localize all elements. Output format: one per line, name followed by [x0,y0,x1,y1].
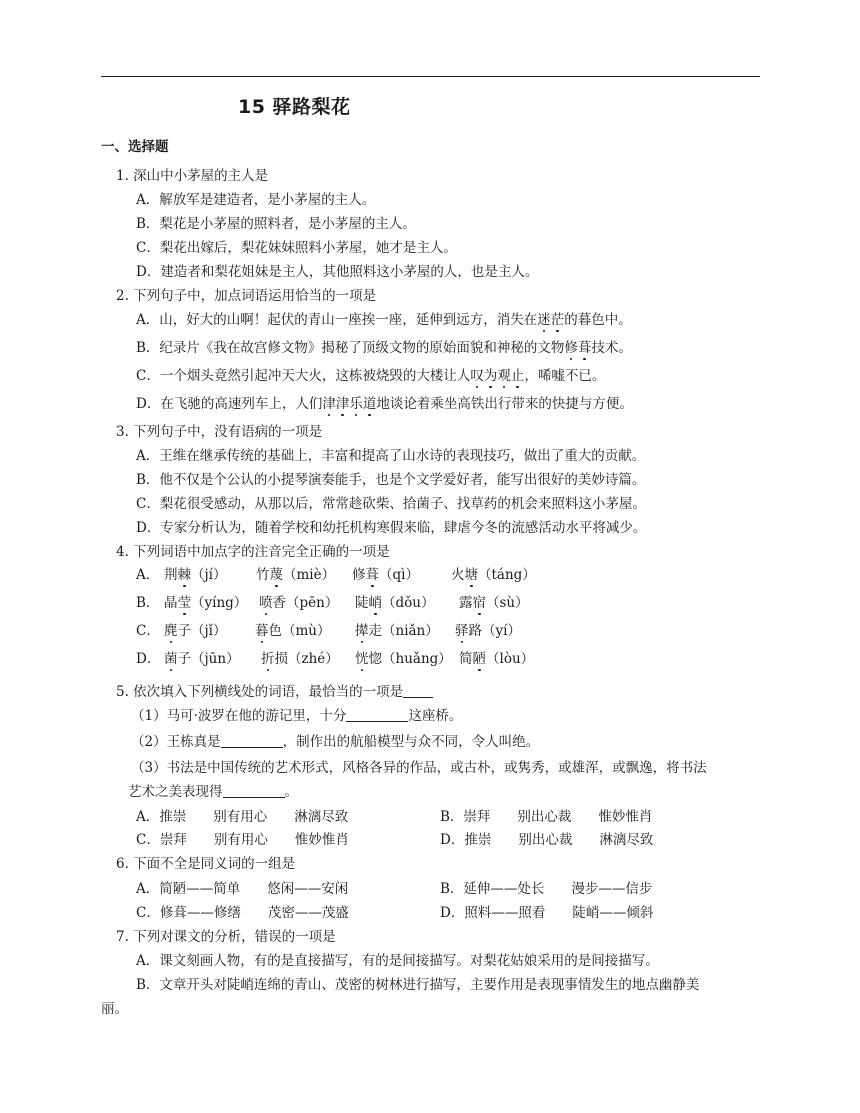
word-char: 竹 [256,567,270,583]
dotted-char: 道 [363,392,377,412]
q4-option-a-label: A． [136,567,160,583]
dotted-char: 修 [564,336,578,356]
pinyin: （mù） [282,623,331,639]
q5-option-c: C．崇拜 别有用心 惟妙惟肖 [136,832,349,848]
word-char: 惚 [368,651,382,667]
q3-option-a: A．王维在继承传统的基础上，丰富和提高了山水诗的表现技巧，做出了重大的贡献。 [136,448,646,464]
q4-word-item [164,619,227,639]
dotted-char: 塘 [465,563,479,583]
question-3-stem: 3. 下列句子中，没有语病的一项是 [116,424,323,440]
question-6-stem: 6. 下面不全是同义词的一组是 [116,856,296,872]
question-7-stem: 7. 下列对课文的分析，错误的一项是 [116,929,336,945]
q6-option-d: D．照料——照看 陡峭——倾斜 [440,905,654,921]
dotted-char: 止 [511,364,525,384]
q5-option-b: B．崇拜 别出心裁 惟妙惟肖 [440,809,653,825]
q2-d-text-end: 地谈论着乘坐高铁出行带来的快捷与方便。 [376,396,633,412]
dotted-char: 折 [261,647,275,667]
q6-option-a: A．简陋——简单 悠闲——安闲 [136,881,349,897]
q4-word-item [459,591,529,611]
dotted-char: 棘 [178,563,192,583]
word-char: 晶 [164,595,178,611]
question-5-stem [116,680,433,700]
q4-option-c-label: C． [136,623,160,639]
word-char: 香 [272,595,286,611]
dotted-char: 暮 [255,619,269,639]
answer-blank [346,707,408,722]
dotted-char: 陋 [473,647,487,667]
pinyin: （yí） [482,623,521,639]
q4-word-item [352,563,419,583]
answer-blank [223,783,285,798]
dotted-char: 恍 [355,647,369,667]
pinyin: （huǎng） [382,651,452,667]
q3-option-b: B．他不仅是个公认的小提琴演奏能手，也是个文学爱好者，能写出很好的美妙诗篇。 [136,472,646,488]
q4-word-item [164,591,247,611]
q1-option-d: D．建造者和梨花姐妹是主人，其他照料这小茅屋的人，也是主人。 [136,264,539,280]
q5-s2-text-end: ，制作出的航船模型与众不同，令人叫绝。 [282,734,540,750]
word-char: 走 [368,623,382,639]
dotted-char: 为 [484,364,498,384]
word-char: 简 [459,651,473,667]
dotted-char: 菌 [164,647,178,667]
q4-word-item [164,563,227,583]
q5-sentence-3: （3）书法是中国传统的艺术形式，风格各异的作品，或古朴，或隽秀，或雄浑，或飘逸，将书法 [131,760,707,776]
q5-option-a: A．推崇 别有用心 淋漓尽致 [136,809,349,825]
dotted-char: 喷 [259,591,273,611]
pinyin: （dǒu） [382,595,435,611]
dotted-char: 乐 [349,392,363,412]
pinyin: （niǎn） [382,623,439,639]
word-char: 子 [177,651,191,667]
dotted-char: 莹 [178,591,192,611]
q4-word-item [256,563,335,583]
q5-sentence-1 [131,704,462,724]
q5-s1-text-end: 这座桥。 [408,708,463,724]
word-char: 修 [352,567,366,583]
dotted-char: 葺 [578,336,592,356]
q4-option-d-label: D． [136,651,161,667]
word-char: 露 [459,595,473,611]
q1-option-c: C．梨花出嫁后，梨花妹妹照料小茅屋，她才是主人。 [136,240,457,256]
q2-d-text: D．在飞驰的高速列车上，人们 [136,396,323,412]
q7-option-b-cont: 丽。 [101,1001,128,1017]
dotted-char: 津 [336,392,350,412]
q6-option-c: C．修葺——修缮 茂密——茂盛 [136,905,349,921]
dotted-char: 叹 [470,364,484,384]
q7-option-b: B．文章开头对陡峭连绵的青山、茂密的树林进行描写，主要作用是表现事情发生的地点幽静美 [136,977,700,993]
section-heading: 一、选择题 [101,139,169,155]
q2-a-text-end: 的暮色中。 [564,312,632,328]
word-char: 陡 [355,595,369,611]
q4-option-b-label: B． [136,595,160,611]
q4-word-item [355,591,434,611]
q2-option-d [136,392,633,412]
pinyin: （zhé） [288,651,339,667]
word-char: 路 [468,623,482,639]
answer-blank [403,683,433,698]
word-char: 荆 [164,567,178,583]
dotted-char: 葺 [366,563,380,583]
dotted-char: 驿 [455,619,469,639]
dotted-char: 观 [497,364,511,384]
q4-word-item [455,619,521,639]
dotted-char: 宿 [473,591,487,611]
q2-b-text-end: 技术。 [591,340,632,356]
pinyin: （lòu） [486,651,535,667]
pinyin: （qì） [379,567,419,583]
pinyin: （jǐ） [191,623,227,639]
pinyin: （sù） [486,595,529,611]
question-4-stem: 4. 下列词语中加点字的注音完全正确的一项是 [116,544,390,560]
q2-c-text-end: ，唏嘘不已。 [524,368,606,384]
q5-s1-text: （1）马可·波罗在他的游记里，十分 [131,708,347,724]
word-char: 火 [451,567,465,583]
dotted-char: 麂 [164,619,178,639]
q2-b-text: B．纪录片《我在故宫修文物》揭秘了顶级文物的原始面貌和神秘的文物 [136,340,565,356]
q4-word-item [255,619,331,639]
q4-word-item [451,563,536,583]
q5-s3b-text: 艺术之美表现得 [128,784,223,800]
q7-option-a: A．课文刻画人物，有的是直接描写，有的是间接描写。对梨花姑娘采用的是间接描写。 [136,953,659,969]
q6-option-b: B．延伸——处长 漫步——信步 [440,881,653,897]
header-rule [101,76,760,77]
q3-option-c: C．梨花很受感动，从那以后，常常趁砍柴、拾菌子、找草药的机会来照料这小茅屋。 [136,496,646,512]
pinyin: （jūn） [191,651,240,667]
q4-word-item [261,647,339,667]
question-2-stem: 2. 下列句子中，加点词语运用恰当的一项是 [116,288,377,304]
q5-sentence-3-cont [128,780,298,800]
word-char: 子 [177,623,191,639]
dotted-char: 迷 [537,308,551,328]
pinyin: （táng） [478,567,536,583]
pinyin: （yíng） [191,595,248,611]
q3-option-d: D．专家分析认为，随着学校和幼托机构寒假来临，肆虐今冬的流感活动水平将减少。 [136,520,647,536]
dotted-char: 津 [322,392,336,412]
q2-a-text: A．山，好大的山啊！起伏的青山一座挨一座，延伸到远方，消失在 [136,312,538,328]
pinyin: （miè） [283,567,336,583]
q1-option-a: A．解放军是建造者，是小茅屋的主人。 [136,192,376,208]
q4-word-item [259,591,338,611]
question-1-stem: 1. 深山中小茅屋的主人是 [116,168,269,184]
q4-word-item [355,619,439,639]
word-char: 损 [274,651,288,667]
page-title: 15 驿路梨花 [238,96,351,118]
pinyin: （pēn） [286,595,339,611]
q1-option-b: B．梨花是小茅屋的照料者，是小茅屋的主人。 [136,216,416,232]
q5-s3b-text-end: 。 [284,784,298,800]
pinyin: （jí） [191,567,227,583]
q5-stem-text: 5. 依次填入下列横线处的词语，最恰当的一项是 [116,684,404,700]
q2-option-c [136,364,605,384]
q4-word-item [164,647,240,667]
q5-option-d: D．推崇 别出心裁 淋漓尽致 [440,832,654,848]
dotted-char: 撵 [355,619,369,639]
dotted-char: 峭 [369,591,383,611]
q2-option-b [136,336,632,356]
q4-word-item [459,647,534,667]
q5-sentence-2 [131,730,539,750]
q4-word-item [355,647,452,667]
dotted-char: 蔑 [270,563,284,583]
dotted-char: 茫 [551,308,565,328]
q2-c-text: C．一个烟头竟然引起冲天大火，这栋被烧毁的大楼让人 [136,368,471,384]
q5-s2-text: （2）王栋真是 [131,734,221,750]
word-char: 色 [268,623,282,639]
q2-option-a [136,308,632,328]
answer-blank [221,733,283,748]
